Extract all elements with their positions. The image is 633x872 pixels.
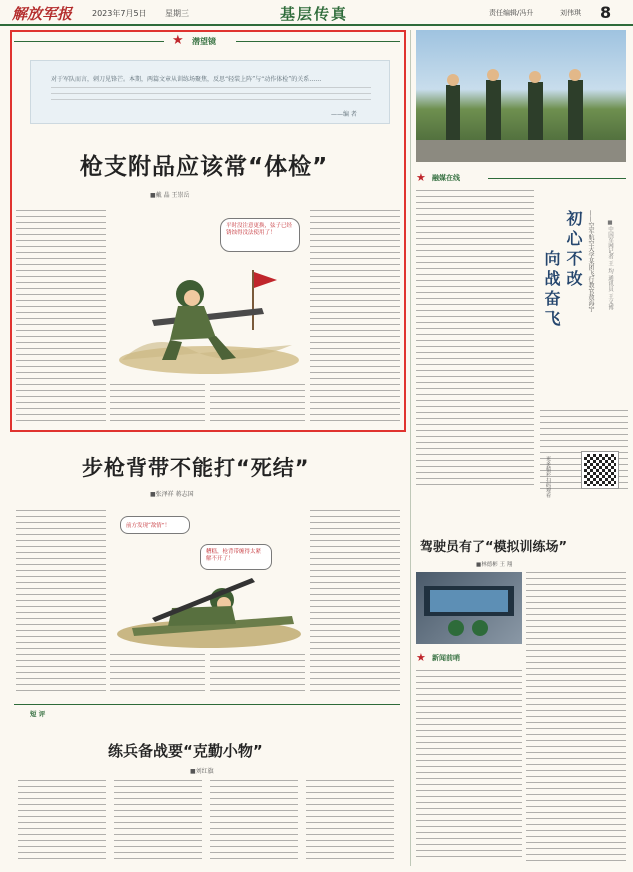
rongzai-rule (488, 178, 626, 179)
article4-body-col0 (416, 670, 522, 862)
simulator-figure (416, 572, 522, 644)
bubble2-text: 糟糕，枪背带缠得太紧解不开了！ (206, 549, 262, 562)
article1-byline: ■戴 晶 王崇岳 (150, 192, 190, 199)
article2-body-col3 (110, 654, 205, 692)
side-title-line2: 向战奋飞 (542, 250, 561, 330)
speech-bubble-1 (120, 516, 190, 534)
issue-weekday: 星期三 (165, 9, 189, 18)
side-title-line1: 初心不改 (564, 210, 583, 290)
article2-illustration (112, 508, 306, 650)
designer-credit: 刘伟琪 (560, 9, 581, 17)
news-tag: 新闻前哨 (432, 654, 460, 662)
masthead (0, 0, 633, 26)
pilot-photo (416, 30, 626, 162)
illustration-caption: 平时没注意更换，弦子已经锈蚀得没法使用了！ (226, 223, 293, 236)
editor-credit: 责任编辑/冯升 (489, 9, 534, 17)
article2-byline: ■张泽祥 蒋志国 (150, 491, 194, 498)
side-body-col1 (416, 190, 534, 490)
side-subtitle: ——空军航空大学某团飞行教官敖海宁 (587, 210, 594, 312)
right-divider (410, 30, 411, 866)
short-column-tag: 短 评 (30, 710, 46, 718)
article2-title: 步枪背带不能打“死结” (82, 456, 310, 480)
side-credit: ■中国军网记者 王 均 通讯员 王义博 (607, 220, 613, 310)
pilots-figure (416, 30, 626, 162)
article4-title: 驾驶员有了“模拟训练场” (420, 540, 568, 555)
rongzai-tag: 融媒在线 (432, 174, 460, 182)
article3-title: 练兵备战要“克勤小物” (108, 742, 263, 760)
paper-logo: 解放军报 (12, 5, 73, 23)
section-title: 基层传真 (280, 5, 349, 23)
issue-date: 2023年7月5日 (92, 9, 147, 18)
article4-body-col1 (526, 572, 626, 862)
speech-bubble-2 (200, 544, 272, 570)
highlight-frame (10, 30, 406, 432)
article1-title: 枪支附品应该常“体检” (80, 154, 329, 180)
lead-sign: ——编 者 (331, 111, 357, 118)
qr-label: 更多精彩 扫码观看 (545, 456, 551, 498)
page-number: 8 (600, 3, 612, 22)
side-feature-title (540, 210, 628, 410)
star-icon: ★ (172, 33, 184, 48)
article3-body-col4 (306, 780, 394, 860)
simulator-photo (416, 572, 522, 644)
star-icon-2: ★ (416, 171, 426, 184)
qr-code[interactable] (582, 452, 618, 488)
article3-body-col1 (18, 780, 106, 860)
article4-byline: ■林德彬 王 翔 (476, 562, 513, 568)
article3-body-col2 (114, 780, 202, 860)
rongmei-header (416, 172, 626, 184)
bubble1-text: 前方发现“敌情”！ (126, 523, 171, 529)
article2-body-col4 (210, 654, 305, 692)
lead-text: 对于军队而言，刺刀见锋芒。本期，两篇文章从训练场聚焦，反思“轻装上阵”与“动作体检”的关系…… (51, 76, 322, 83)
star-icon-3: ★ (416, 651, 426, 664)
column-tag: 潜望镜 (192, 37, 216, 46)
article3-byline: ■刘红旗 (190, 768, 214, 775)
short-review-header (14, 704, 400, 718)
article2-body-col1 (16, 510, 106, 692)
news-header (416, 652, 522, 664)
article3-body-col3 (210, 780, 298, 860)
article2-body-col2 (310, 510, 400, 692)
